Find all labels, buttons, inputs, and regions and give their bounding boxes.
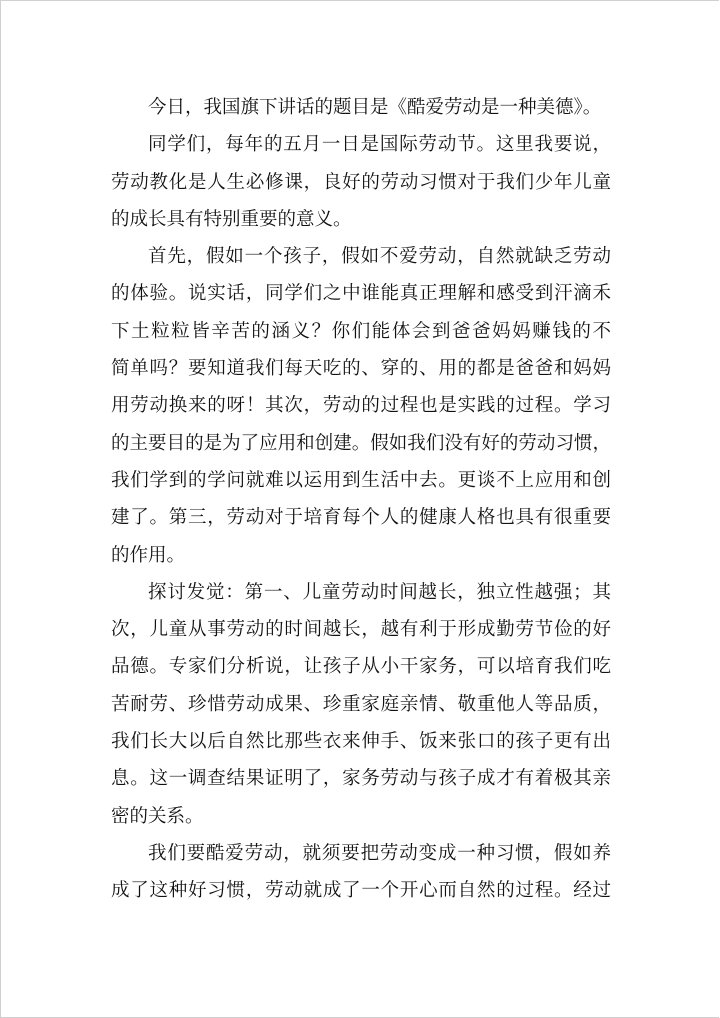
text-line: 劳动教化是人生必修课，良好的劳动习惯对于我们少年儿童 [111,171,611,193]
text-line: 我们长大以后自然比那些衣来伸手、饭来张口的孩子更有出 [111,731,611,753]
text-line: 建了。第三，劳动对于培育每个人的健康人格也具有很重要 [111,507,611,529]
text-line: 的作用。 [111,544,186,566]
paragraph [111,835,611,910]
text-line: 次，儿童从事劳动的时间越长，越有利于形成勤劳节俭的好 [111,619,611,641]
text-line: 的体验。说实话，同学们之中谁能真正理解和感受到汗滴禾 [111,283,611,305]
text-line: 下土粒粒皆辛苦的涵义？你们能体会到爸爸妈妈赚钱的不 [111,320,611,342]
text-line: 我们要酷爱劳动，就须要把劳动变成一种习惯，假如养 [148,842,611,864]
text-line: 息。这一调查结果证明了，家务劳动与孩子成才有着极其亲 [111,768,611,790]
text-line: 成了这种好习惯，劳动就成了一个开心而自然的过程。经过 [111,880,611,902]
text-line: 密的关系。 [111,805,204,827]
paragraph [111,89,611,126]
document-body [111,89,611,910]
text-line: 探讨发觉：第一、儿童劳动时间越长，独立性越强；其 [148,581,611,603]
text-line: 用劳动换来的呀！其次，劳动的过程也是实践的过程。学习 [111,395,611,417]
paragraph [111,238,611,574]
text-line: 的主要目的是为了应用和创建。假如我们没有好的劳动习惯， [111,432,611,454]
text-line: 简单吗？要知道我们每天吃的、穿的、用的都是爸爸和妈妈 [111,358,611,380]
text-line: 的成长具有特别重要的意义。 [111,208,352,230]
text-line: 同学们，每年的五月一日是国际劳动节。这里我要说， [148,134,611,156]
text-line: 今日，我国旗下讲话的题目是《酷爱劳动是一种美德》。 [148,97,602,118]
text-line: 我们学到的学问就难以运用到生活中去。更谈不上应用和创 [111,469,611,491]
text-line: 品德。专家们分析说，让孩子从小干家务，可以培育我们吃 [111,656,611,678]
text-line: 首先，假如一个孩子，假如不爱劳动，自然就缺乏劳动 [148,246,611,268]
paragraph [111,574,611,835]
paragraph [111,126,611,238]
text-line: 苦耐劳、珍惜劳动成果、珍重家庭亲情、敬重他人等品质， [111,693,611,715]
